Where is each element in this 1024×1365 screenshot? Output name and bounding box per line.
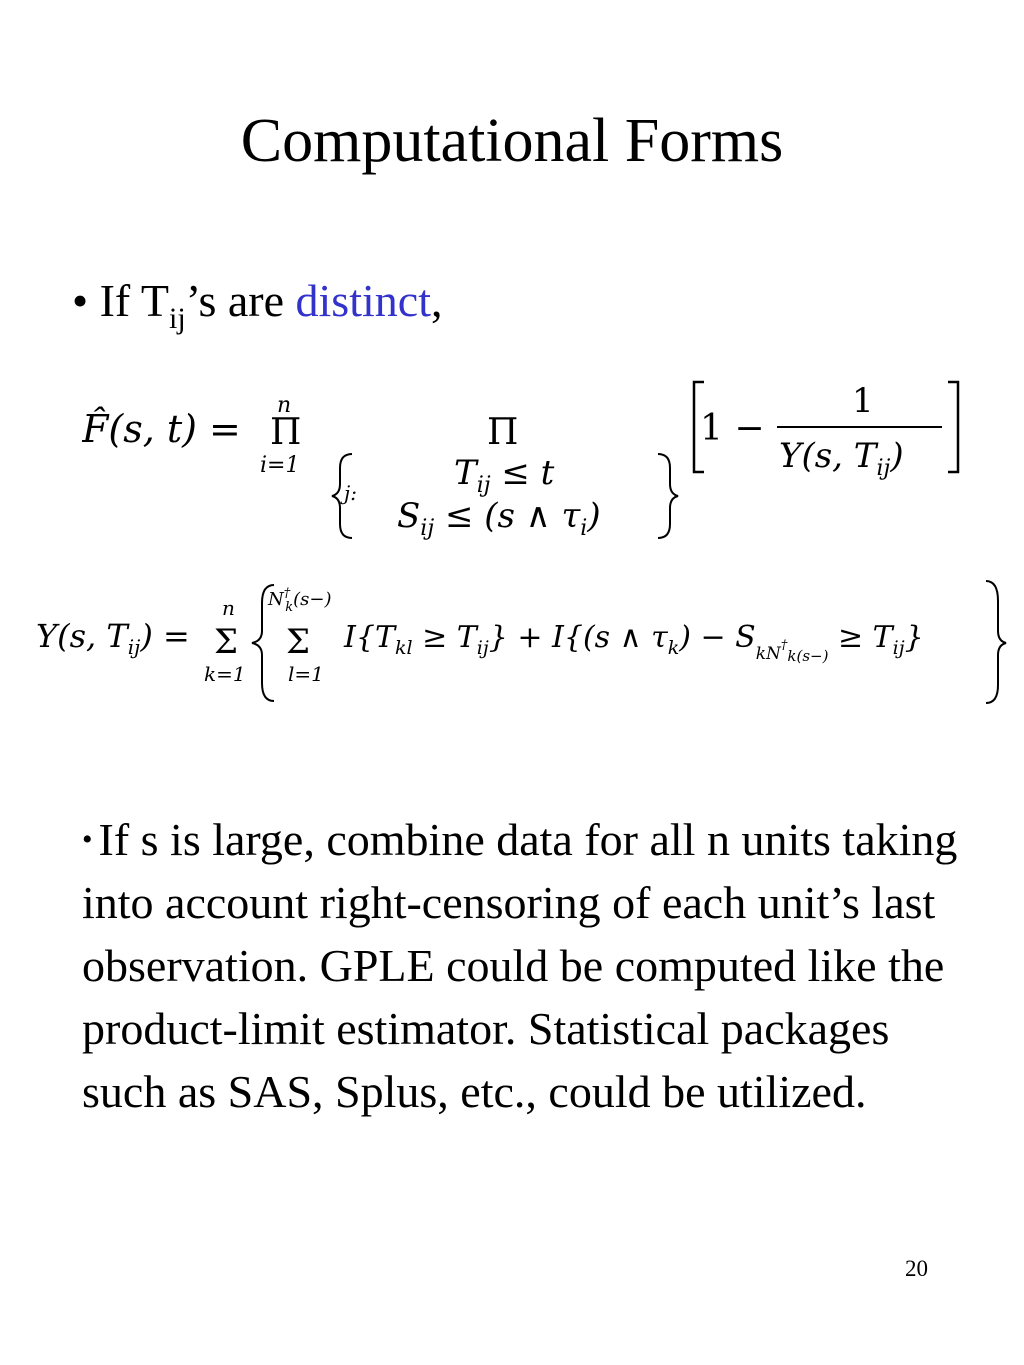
svg-text:n: n	[222, 596, 235, 620]
page-number: 20	[905, 1256, 928, 1281]
bullet-marker: •	[82, 823, 93, 856]
svg-text:I{Tkl ≥ Tij} + I{(s ∧ τk) − Sk: $I\{T_{kl} \ge T_{ij}\} + I\{(s$ ∧ $\tau_k) - S_{kN}^\dagger_{k(s-)} \ge T_{ij}$}	[344, 620, 924, 665]
svg-text:Sij ≤ (s ∧ τi): $S_{ij} \le (s$ ∧ $\tau_i$)	[397, 496, 601, 541]
slide-title: Computational Forms	[240, 107, 784, 175]
svg-text:Π: Π	[270, 412, 302, 453]
equation-survival-estimator	[82, 372, 982, 547]
svg-text:Y(s, Tij) =: Y(s, $T_{ij}$) =	[36, 617, 190, 659]
svg-text:k=1: k=1	[204, 662, 246, 686]
svg-text:1 −: 1 −	[700, 408, 765, 449]
highlight-distinct: distinct	[295, 275, 431, 326]
bullet-large-s	[82, 808, 982, 1123]
svg-text:N†k(s−): N† k(s−)	[268, 586, 332, 615]
svg-text:Tij ≤ t: $T_{ij} \le t$	[454, 453, 555, 498]
svg-text:l=1: l=1	[288, 662, 324, 686]
svg-text:Y(s, Tij): Y(s, $T_{ij}$)	[779, 436, 904, 481]
svg-text:Σ: Σ	[286, 622, 311, 662]
bullet-marker: •	[72, 275, 89, 326]
svg-text:n: n	[277, 393, 292, 418]
bullet-text: If s is large, combine data for all n units taking into account right-censoring of each unit’s last observation. GPLE could be computed like the product-limit estimator. Statistical packages such as SAS, Splus, etc., could be utilized.	[82, 814, 958, 1117]
svg-text:i=1: i=1	[260, 453, 300, 478]
bullet-distinct: • If $T_{ij}’s$ are distinct,	[72, 275, 443, 335]
svg-text:j:: j:	[344, 481, 357, 505]
svg-text:F̂(s, t) =: F̂(s, t) =	[82, 407, 241, 451]
svg-text:1: 1	[852, 381, 874, 421]
svg-text:Σ: Σ	[214, 622, 239, 662]
equation-risk-set	[36, 575, 1011, 710]
svg-text:Π: Π	[487, 412, 519, 453]
